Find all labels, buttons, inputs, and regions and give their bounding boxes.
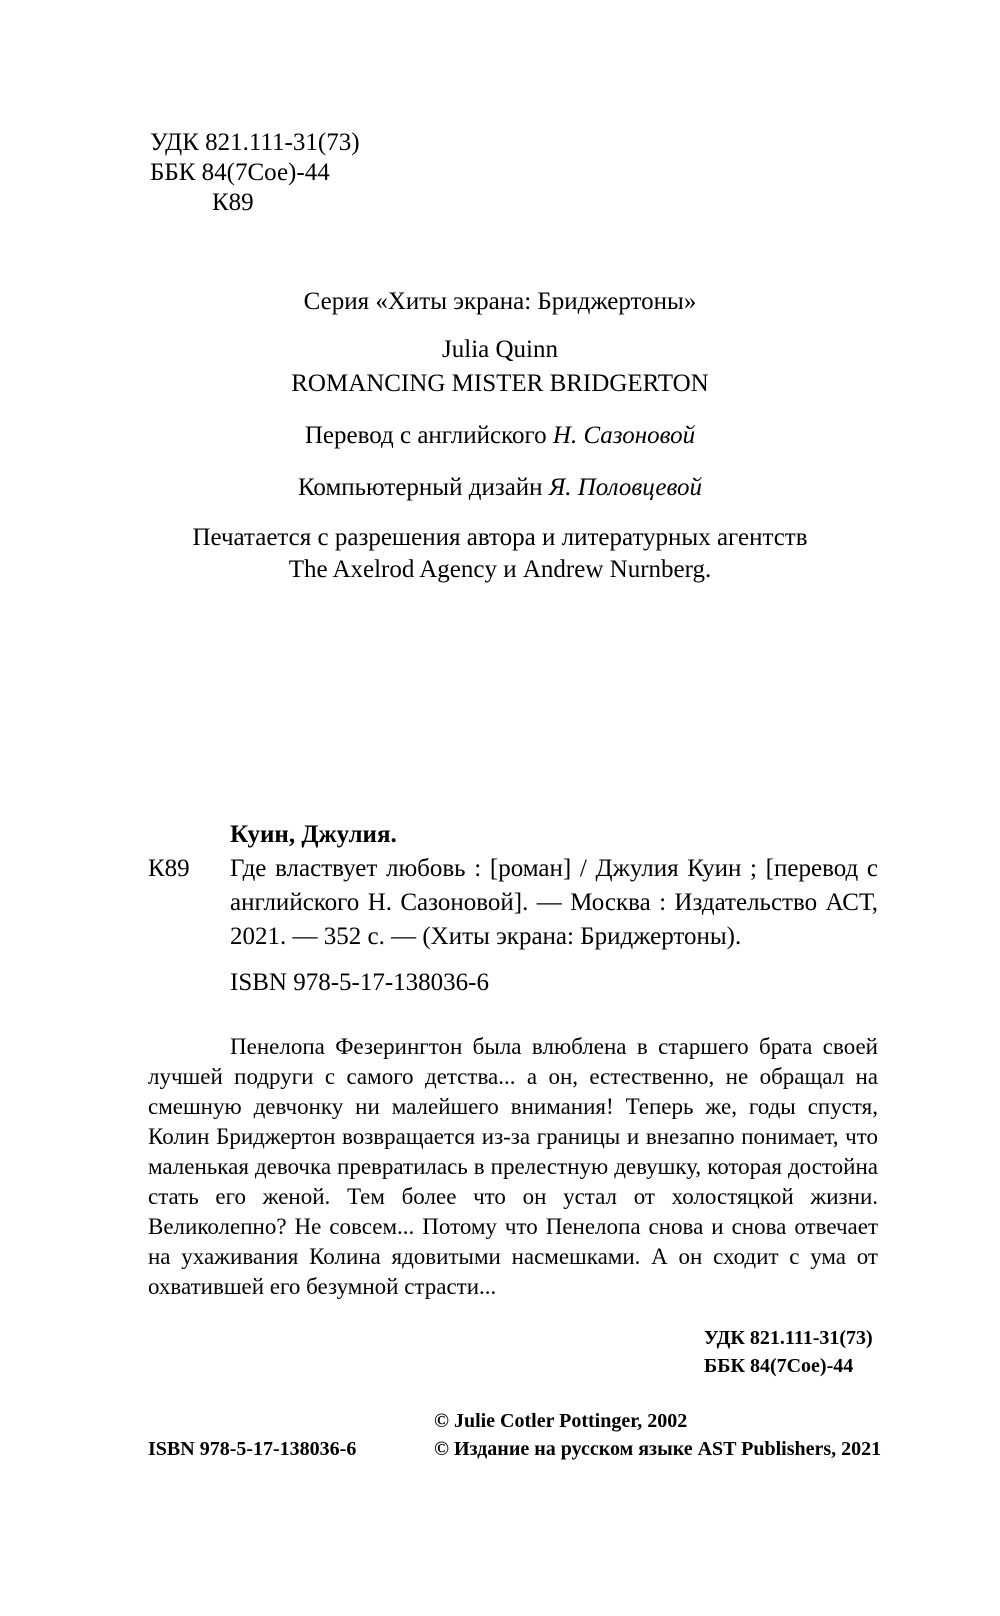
footer-isbn: ISBN 978-5-17-138036-6 (148, 1438, 357, 1460)
author-mark: К89 (212, 189, 254, 216)
permission-line-2: The Axelrod Agency и Andrew Nurnberg. (288, 556, 712, 583)
design-credit (0, 472, 1000, 504)
footer-udk: УДК 821.111-31(73) (704, 1327, 873, 1349)
copyright-publisher: © Издание на русском языке AST Publishers, 2021 (434, 1438, 882, 1460)
classification-codes (150, 128, 360, 218)
permission-line-1: Печатается с разрешения автора и литературных агентств (192, 524, 808, 551)
translation-credit (0, 420, 1000, 452)
author-heading: Куин, Джулия. (230, 821, 397, 848)
isbn-line: ISBN 978-5-17-138036-6 (230, 969, 490, 996)
copyright-block (148, 1407, 908, 1463)
original-title: ROMANCING MISTER BRIDGERTON (291, 370, 709, 397)
original-author: Julia Quinn (442, 336, 558, 363)
bibliographic-record (148, 818, 878, 1000)
description-text: Где властвует любовь : [роман] / Джулия Куин ; [перевод с английского Н. Сазоновой]. — Москва : Издательство АСТ, 2021. — 352 с. — (Хиты экрана: Бриджертоны). (230, 855, 878, 950)
bbk-code: ББК 84(7Сое)-44 (150, 159, 330, 186)
copyright-author: © Julie Cotler Pottinger, 2002 (434, 1410, 688, 1432)
udk-code: УДК 821.111-31(73) (150, 129, 360, 156)
design-prefix: Компьютерный дизайн (298, 474, 543, 501)
designer-name: Я. Половцевой (548, 474, 702, 501)
bibliographic-description (148, 852, 878, 954)
translation-prefix: Перевод с английского (304, 422, 547, 449)
series-line: Серия «Хиты экрана: Бриджертоны» (303, 288, 697, 315)
translator-name: Н. Сазоновой (552, 422, 696, 449)
footer-classification (704, 1324, 873, 1380)
bib-mark: К89 (148, 855, 190, 882)
footer-bbk: ББК 84(7Сое)-44 (704, 1355, 854, 1377)
annotation: Пенелопа Фезерингтон была влюблена в старшего брата своей лучшей подруги с самого детства... а он, естественно, не обращал на смешную девчонку ни малейшего внимания! Теперь же, годы спустя, Колин Бриджертон возвращается из-за границы и внезапно понимает, что маленькая девочка превратилась в прелестную девушку, которая достойна стать его женой. Тем более что он устал от холостяцкой жизни. Великолепно? Не совсем... Потому что Пенелопа снова и снова отвечает на ухаживания Колина ядовитыми насмешками. А он сходит с ума от охватившей его безумной страсти... (148, 1034, 878, 1299)
